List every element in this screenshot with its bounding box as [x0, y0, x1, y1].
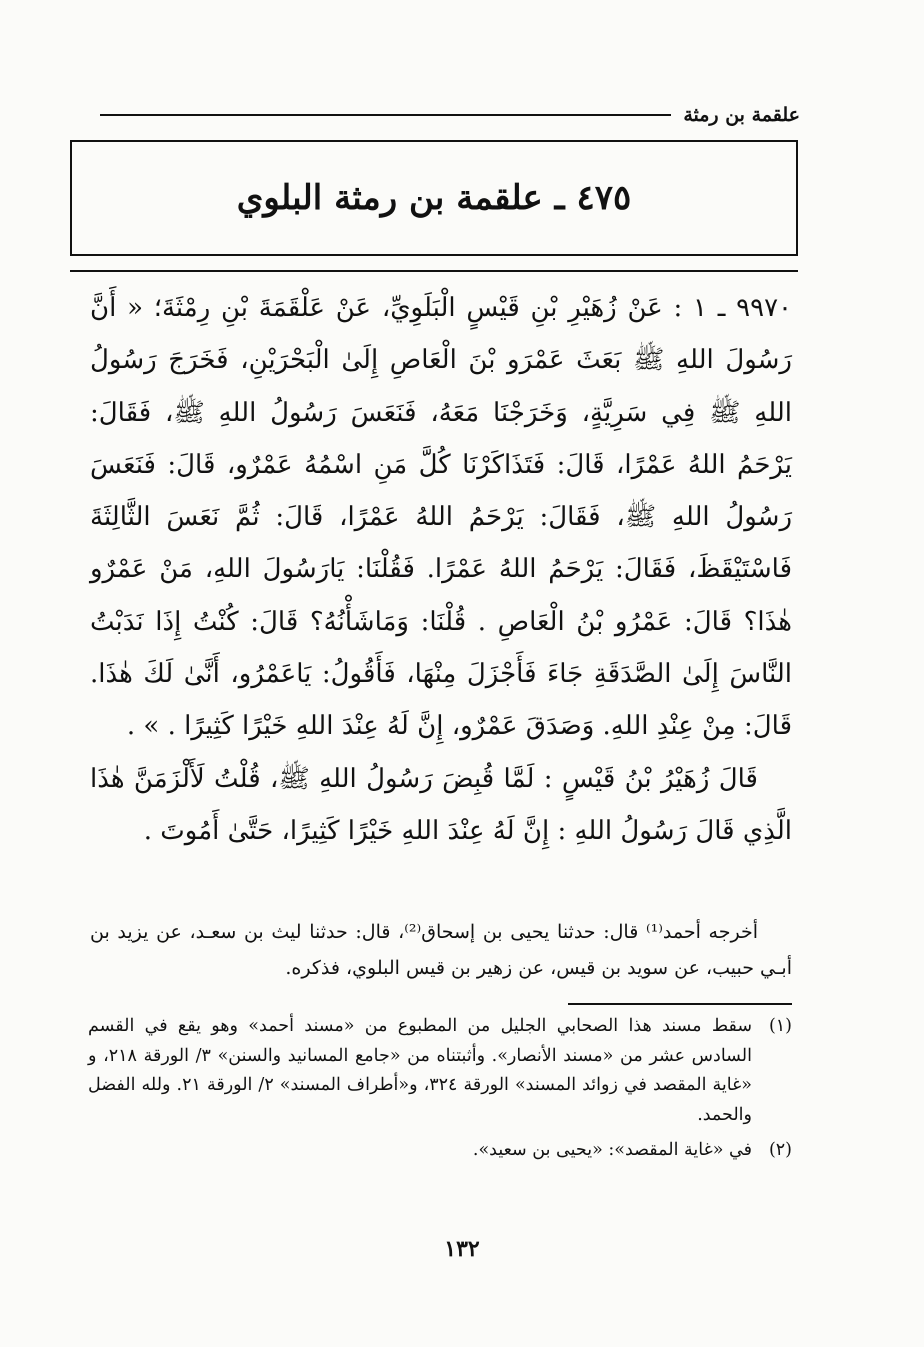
page-number: ١٣٢ — [444, 1236, 480, 1262]
footnote-1-number: (١) — [768, 1016, 792, 1036]
entry-title: ٤٧٥ ـ علقمة بن رمثة البلوي — [236, 178, 632, 218]
title-divider — [70, 270, 798, 272]
running-head-title: علقمة بن رمثة — [683, 104, 800, 126]
takhrij-text: أخرجه أحمد⁽¹⁾ قال: حدثنا يحيى بن إسحاق⁽²⁾، قال: حدثنا ليث بن سعـد، عن يزيد بن أبـي حبيب، عن سويد بن قيس، عن زهير بن قيس البلوي، فذكره. — [90, 921, 792, 979]
entry-title-box — [70, 140, 798, 256]
running-head-rule — [100, 114, 671, 116]
footnote-2-text: في «غاية المقصد»: «يحيى بن سعيد». — [472, 1140, 752, 1160]
footnote-2 — [88, 1136, 792, 1166]
footnote-divider — [568, 1003, 792, 1005]
hadith-paragraph-2: قَالَ زُهَيْرُ بْنُ قَيْسٍ : لَمَّا قُبِضَ رَسُولُ اللهِ ﷺ، قُلْتُ لَأَلْزَمَنَّ هٰذَا الَّذِي قَالَ رَسُولُ اللهِ : إِنَّ لَهُ عِنْدَ اللهِ خَيْرًا كَثِيرًا، حَتَّىٰ أَمُوتَ . — [90, 763, 792, 846]
footnote-1-text: سقط مسند هذا الصحابي الجليل من المطبوع من «مسند أحمد» وهو يقع في القسم السادس عشر من «مسند الأنصار». وأثبتناه من «جامع المسانيد والسنن» ٣/ الورقة ٢١٨، و «غاية المقصد في زوائد المسند» الورقة ٣٢٤، و«أطراف المسند» ٢/ الورقة ٢١. ولله الفضل والحمد. — [88, 1016, 752, 1125]
hadith-text — [90, 282, 792, 857]
running-head — [100, 98, 800, 132]
takhrij-note — [90, 914, 792, 986]
footnote-1 — [88, 1012, 792, 1130]
footnotes — [88, 1012, 792, 1172]
hadith-paragraph-1: ٩٩٧٠ ـ ١ : عَنْ زُهَيْرِ بْنِ قَيْسٍ الْبَلَوِيِّ، عَنْ عَلْقَمَةَ بْنِ رِمْثَةَ؛ « أَنَّ رَسُولَ اللهِ ﷺ بَعَثَ عَمْرَو بْنَ الْعَاصِ إِلَىٰ الْبَحْرَيْنِ، فَخَرَجَ رَسُولُ اللهِ ﷺ فِي سَرِيَّةٍ، وَخَرَجْنَا مَعَهُ، فَنَعَسَ رَسُولُ اللهِ ﷺ، فَقَالَ: يَرْحَمُ اللهُ عَمْرًا، قَالَ: فَتَذَاكَرْنَا كُلَّ مَنِ اسْمُهُ عَمْرٌو، قَالَ: فَنَعَسَ رَسُولُ اللهِ ﷺ، فَقَالَ: يَرْحَمُ اللهُ عَمْرًا، قَالَ: ثُمَّ نَعَسَ الثَّالِثَةَ فَاسْتَيْقَظَ، فَقَالَ: يَرْحَمُ اللهُ عَمْرًا. فَقُلْنَا: يَارَسُولَ اللهِ، مَنْ عَمْرٌو هٰذَا؟ قَالَ: عَمْرُو بْنُ الْعَاصِ . قُلْنَا: وَمَاشَأْنُهُ؟ قَالَ: كُنْتُ إِذَا نَدَبْتُ النَّاسَ إِلَىٰ الصَّدَقَةِ جَاءَ فَأَجْزَلَ مِنْهَا، فَأَقُولُ: يَاعَمْرُو، أَنَّىٰ لَكَ هٰذَا. قَالَ: مِنْ عِنْدِ اللهِ. وَصَدَقَ عَمْرٌو، إِنَّ لَهُ عِنْدَ اللهِ خَيْرًا كَثِيرًا . » . — [90, 293, 792, 742]
footnote-2-number: (٢) — [768, 1140, 792, 1160]
